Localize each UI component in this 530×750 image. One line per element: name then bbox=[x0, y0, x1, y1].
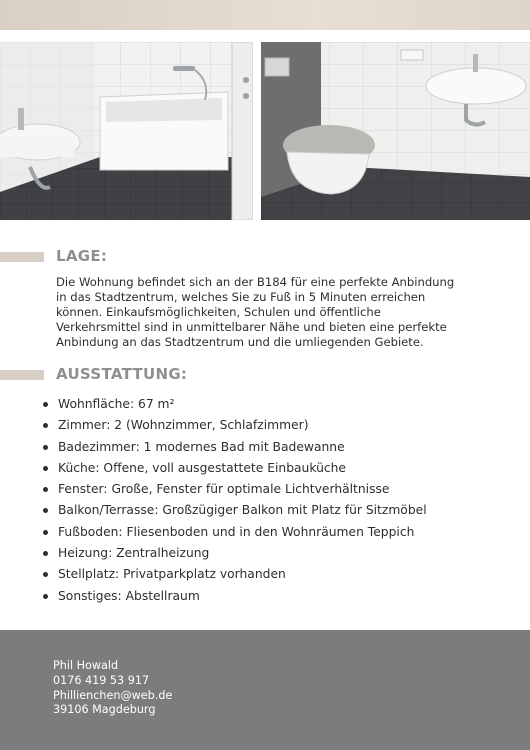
contact-block bbox=[53, 659, 172, 718]
list-item: Heizung: Zentralheizung bbox=[40, 543, 510, 564]
contact-phone[interactable]: 0176 419 53 917 bbox=[53, 673, 150, 687]
feature-list bbox=[40, 394, 510, 607]
ausstattung-accent-bar bbox=[0, 370, 44, 380]
contact-email[interactable]: Phillienchen@web.de bbox=[53, 688, 173, 702]
lage-accent-bar bbox=[0, 252, 44, 262]
contact-city: 39106 Magdeburg bbox=[53, 703, 156, 717]
list-item: Zimmer: 2 (Wohnzimmer, Schlafzimmer) bbox=[40, 415, 510, 436]
list-item: Sonstiges: Abstellraum bbox=[40, 586, 510, 607]
lage-line: Verkehrsmittel sind in unmittelbarer Nähe und bieten eine perfekte bbox=[56, 320, 447, 334]
lage-line: können. Einkaufsmöglichkeiten, Schulen und öffentliche bbox=[56, 305, 381, 319]
lage-line: in das Stadtzentrum, welches Sie zu Fuß in 5 Minuten erreichen bbox=[56, 290, 426, 304]
bathtub-image bbox=[0, 42, 253, 220]
bathroom-bathtub-photo bbox=[0, 42, 253, 220]
contact-name: Phil Howald bbox=[53, 659, 119, 672]
list-item: Balkon/Terrasse: Großzügiger Balkon mit Platz für Sitzmöbel bbox=[40, 500, 510, 521]
list-item: Fußboden: Fliesenboden und in den Wohnräumen Teppich bbox=[40, 522, 510, 543]
list-item: Fenster: Große, Fenster für optimale Lichtverhältnisse bbox=[40, 479, 510, 500]
ausstattung-heading: AUSSTATTUNG: bbox=[56, 365, 188, 383]
list-item: Küche: Offene, voll ausgestattete Einbauküche bbox=[40, 458, 510, 479]
lage-heading: LAGE: bbox=[56, 247, 108, 265]
toilet-image bbox=[261, 42, 530, 220]
lage-line: Die Wohnung befindet sich an der B184 für eine perfekte Anbindung bbox=[56, 275, 455, 289]
footer bbox=[0, 630, 530, 750]
bathroom-toilet-photo bbox=[261, 42, 530, 220]
header-band bbox=[0, 0, 530, 30]
lage-description bbox=[56, 275, 456, 350]
list-item: Wohnfläche: 67 m² bbox=[40, 394, 510, 415]
list-item: Stellplatz: Privatparkplatz vorhanden bbox=[40, 564, 510, 585]
lage-line: Anbindung an das Stadtzentrum und die umliegenden Gebiete. bbox=[56, 335, 424, 349]
list-item: Badezimmer: 1 modernes Bad mit Badewanne bbox=[40, 437, 510, 458]
